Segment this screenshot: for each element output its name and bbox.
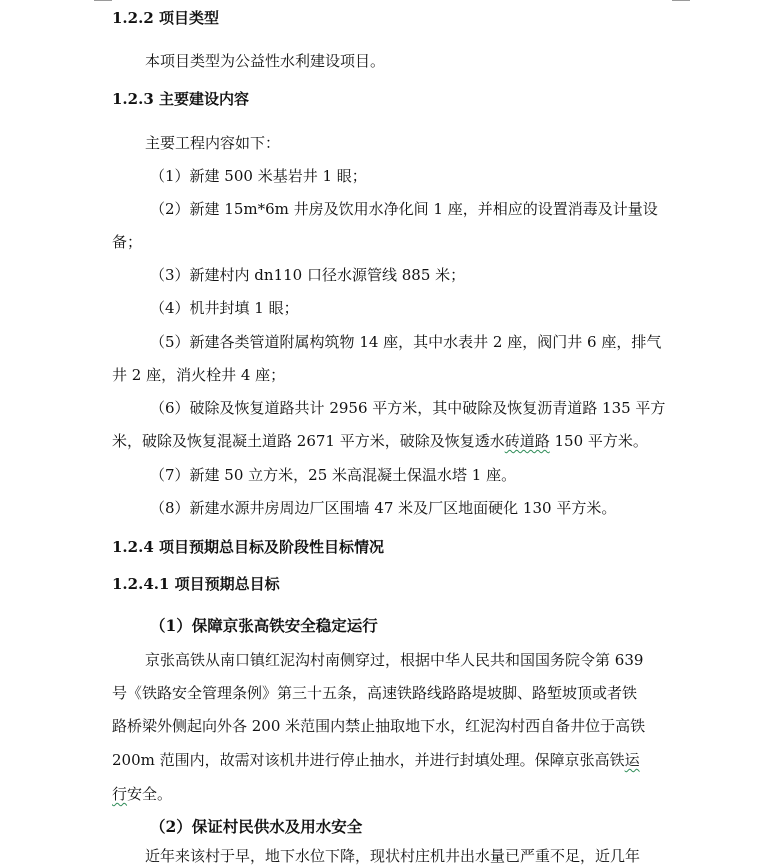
paragraph-1-line-1: 京张高铁从南口镇红泥沟村南侧穿过，根据中华人民共和国国务院令第 639 <box>145 651 644 669</box>
paragraph-2-cutoff-line: 近年来该村于早，地下水位下降，现状村庄机井出水量已严重不足，近几年 <box>145 847 641 865</box>
list-item-2-continuation: 备； <box>112 233 143 251</box>
paragraph-project-type: 本项目类型为公益性水利建设项目。 <box>145 52 386 70</box>
page-corner-mark-left <box>94 0 112 1</box>
subheading-1: （1）保障京张高铁安全稳定运行 <box>150 616 378 635</box>
list-item-2: （2）新建 15m*6m 井房及饮用水净化间 1 座，并相应的设置消毒及计量设 <box>150 200 658 218</box>
paragraph-1-line-3: 路桥梁外侧起向外各 200 米范围内禁止抽取地下水，红泥沟村西自备井位于高铁 <box>112 717 646 735</box>
page-corner-mark-right <box>672 0 690 1</box>
subheading-2: （2）保证村民供水及用水安全 <box>150 817 363 836</box>
list-item-5: （5）新建各类管道附属构筑物 14 座，其中水表井 2 座，阀门井 6 座，排气 <box>150 333 662 351</box>
heading-1-2-2: 1.2.2 项目类型 <box>112 9 219 27</box>
list-item-8: （8）新建水源井房周边厂区围墙 47 米及厂区地面硬化 130 平方米。 <box>150 499 617 517</box>
grammar-squiggle-text: 砖道路 <box>504 432 550 450</box>
list-item-6-text-a: 米，破除及恢复混凝土道路 2671 平方米，破除及恢复透水 <box>112 432 505 450</box>
list-item-6-text-b: 150 平方米。 <box>549 432 648 450</box>
list-item-3: （3）新建村内 dn110 口径水源管线 885 米； <box>150 266 466 284</box>
list-item-7: （7）新建 50 立方米，25 米高混凝土保温水塔 1 座。 <box>150 466 517 484</box>
list-item-5-continuation: 井 2 座，消火栓井 4 座； <box>112 366 286 384</box>
heading-1-2-4: 1.2.4 项目预期总目标及阶段性目标情况 <box>112 538 384 556</box>
paragraph-1-line-5 <box>112 784 172 804</box>
grammar-squiggle-text: 行 <box>112 785 128 803</box>
paragraph-1-line-4 <box>112 750 640 770</box>
paragraph-1-line-2: 号《铁路安全管理条例》第三十五条，高速铁路线路路堤坡脚、路堑坡顶或者铁 <box>112 684 638 702</box>
heading-1-2-3: 1.2.3 主要建设内容 <box>112 90 249 108</box>
list-item-6-continuation <box>112 431 648 451</box>
heading-1-2-4-1: 1.2.4.1 项目预期总目标 <box>112 575 280 593</box>
grammar-squiggle-text: 运 <box>624 751 640 769</box>
list-item-1: （1）新建 500 米基岩井 1 眼； <box>150 167 367 185</box>
list-item-4: （4）机井封填 1 眼； <box>150 299 299 317</box>
paragraph-intro: 主要工程内容如下： <box>145 134 281 152</box>
paragraph-1-line-5-text: 安全。 <box>127 785 173 803</box>
paragraph-1-line-4-text: 200m 范围内，故需对该机井进行停止抽水，并进行封填处理。保障京张高铁 <box>112 751 625 769</box>
list-item-6: （6）破除及恢复道路共计 2956 平方米，其中破除及恢复沥青道路 135 平方 <box>150 399 666 417</box>
